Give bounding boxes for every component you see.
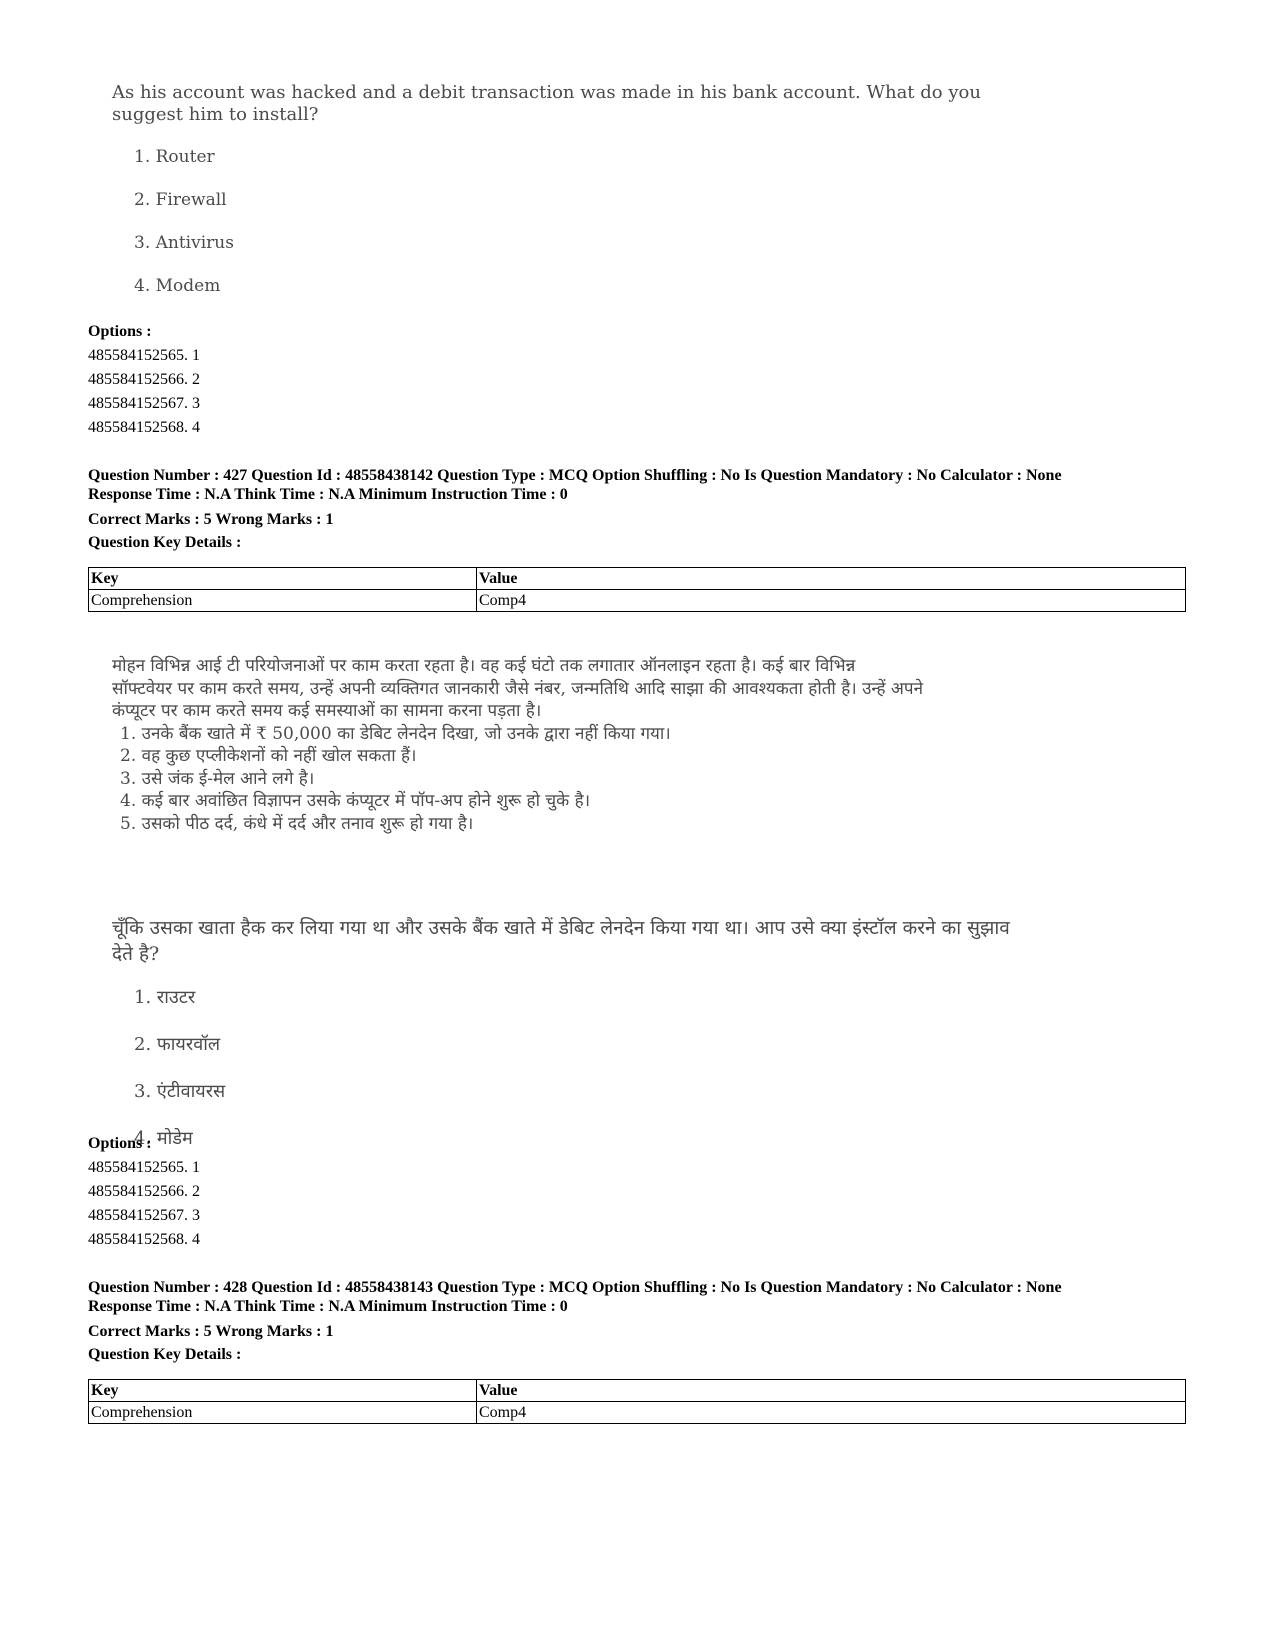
options-section [88, 320, 1188, 440]
passage-item: 3. उसे जंक ई-मेल आने लगे है। [120, 768, 315, 789]
choice-item: 4. मोडेम [134, 1128, 193, 1149]
table-header-row [89, 568, 1186, 590]
choice-item: 1. Router [134, 147, 215, 167]
passage-item: 4. कई बार अवांछित विज्ञापन उसके कंप्यूटर में पॉप-अप होने शुरू हो चुके है। [120, 791, 591, 811]
choice-item: 2. Firewall [134, 190, 227, 210]
table-header-row [89, 1380, 1186, 1402]
question-metadata [88, 1278, 1188, 1366]
passage-item: 5. उसको पीठ दर्द, कंधे में दर्द और तनाव शुरू हो गया है। [120, 813, 474, 834]
choice-item: 3. Antivirus [134, 233, 234, 253]
table-header-value: Value [477, 568, 1186, 590]
option-item: 485584152568. 4 [88, 419, 200, 436]
table-cell-key: Comprehension [89, 590, 477, 612]
table-cell-key: Comprehension [89, 1402, 477, 1424]
question-header-line: Question Number : 428 Question Id : 48558438143 Question Type : MCQ Option Shuffling : No Is Question Mandatory : No Calculator : None [88, 1279, 1062, 1296]
passage-line: मोहन विभिन्न आई टी परियोजनाओं पर काम करता रहता है। वह कई घंटो तक लगातार ऑनलाइन रहता है। कई बार विभिन्न [112, 656, 856, 676]
question-image-english [112, 82, 1012, 318]
table-header-value: Value [477, 1380, 1186, 1402]
table-cell-value: Comp4 [477, 1402, 1186, 1424]
passage-item: 2. वह कुछ एप्लीकेशनों को नहीं खोल सकता हैं। [120, 746, 417, 766]
question-header-line: Question Number : 427 Question Id : 48558438142 Question Type : MCQ Option Shuffling : No Is Question Mandatory : No Calculator : None [88, 467, 1062, 484]
passage-line: कंप्यूटर पर काम करते समय कई समस्याओं का सामना करना पड़ता है। [112, 701, 542, 721]
option-item: 485584152567. 3 [88, 395, 200, 412]
question-metadata [88, 466, 1188, 554]
option-item: 485584152566. 2 [88, 1183, 200, 1200]
table-header-key: Key [89, 568, 477, 590]
table-row [89, 1402, 1186, 1424]
marks-line: Correct Marks : 5 Wrong Marks : 1 [88, 511, 334, 528]
option-item: 485584152565. 1 [88, 1159, 200, 1176]
key-details-table [88, 567, 1186, 612]
choice-item: 3. एंटीवायरस [134, 1081, 226, 1102]
key-details-label: Question Key Details : [88, 1346, 242, 1363]
table-row [89, 590, 1186, 612]
options-section [88, 1132, 1188, 1252]
passage-line: सॉफ्टवेयर पर काम करते समय, उन्हें अपनी व्यक्तिगत जानकारी जैसे नंबर, जन्मतिथि आदि साझा की आवश्यकता होती है। उन्हें अपने [112, 678, 924, 699]
marks-line: Correct Marks : 5 Wrong Marks : 1 [88, 1323, 334, 1340]
choice-item: 1. राउटर [134, 987, 196, 1008]
passage-image-hindi [112, 655, 1012, 835]
option-item: 485584152567. 3 [88, 1207, 200, 1224]
table-cell-value: Comp4 [477, 590, 1186, 612]
table-header-key: Key [89, 1380, 477, 1402]
option-item: 485584152565. 1 [88, 347, 200, 364]
options-label: Options : [88, 1135, 152, 1152]
response-time-line: Response Time : N.A Think Time : N.A Minimum Instruction Time : 0 [88, 486, 568, 503]
options-label: Options : [88, 323, 152, 340]
choice-item: 4. Modem [134, 276, 221, 296]
key-details-label: Question Key Details : [88, 534, 242, 551]
option-item: 485584152566. 2 [88, 371, 200, 388]
key-details-table [88, 1379, 1186, 1424]
question-text-hindi: चूँकि उसका खाता हैक कर लिया गया था और उसके बैंक खाते में डेबिट लेनदेन किया गया था। आप उसे क्या इंस्टॉल करने का सुझाव देते है? [112, 917, 1010, 965]
response-time-line: Response Time : N.A Think Time : N.A Minimum Instruction Time : 0 [88, 1298, 568, 1315]
passage-item: 1. उनके बैंक खाते में ₹ 50,000 का डेबिट लेनदेन दिखा, जो उनके द्वारा नहीं किया गया। [120, 723, 671, 744]
question-text-english: As his account was hacked and a debit transaction was made in his bank account. What do you suggest him to install? [112, 82, 981, 125]
option-item: 485584152568. 4 [88, 1231, 200, 1248]
choice-item: 2. फायरवॉल [134, 1034, 221, 1055]
